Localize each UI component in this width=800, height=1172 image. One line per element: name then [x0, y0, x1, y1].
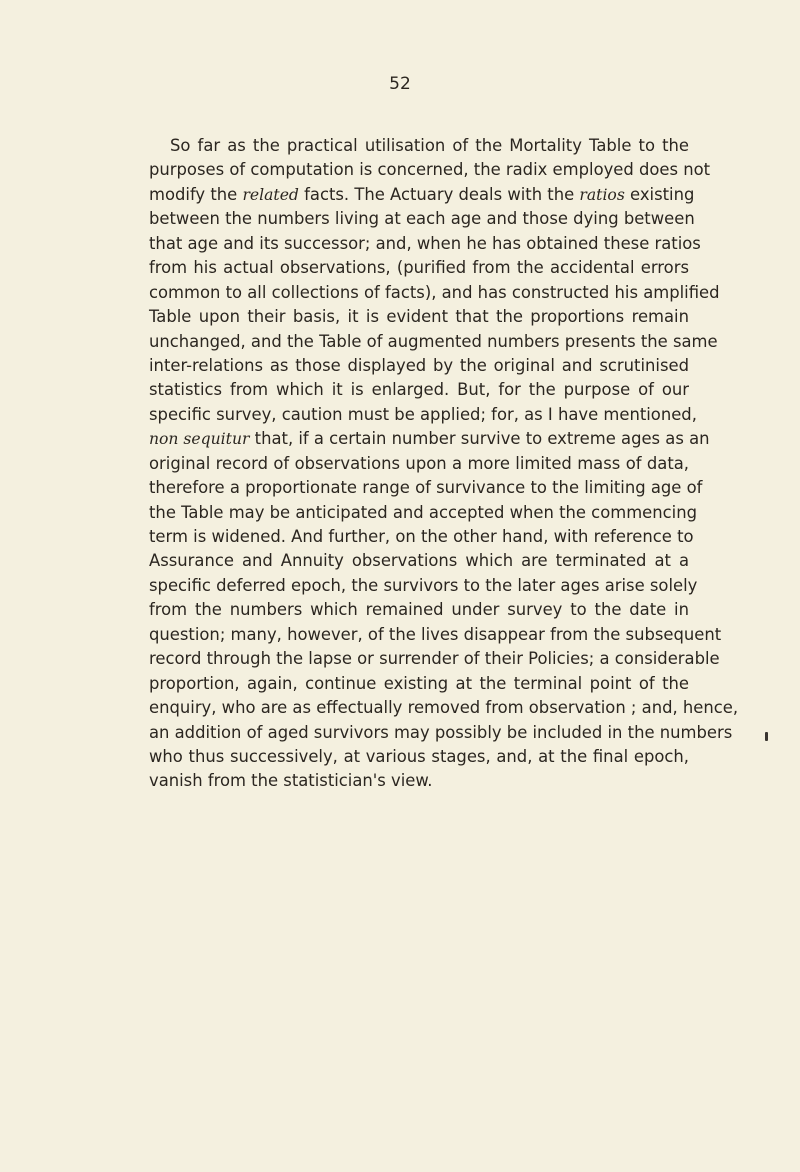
italic-term: non sequitur [149, 430, 250, 449]
text-run: record through the lapse or surrender of their Policies; a considerable [149, 649, 720, 669]
text-line [149, 207, 695, 231]
text-run: term is widened. And further, on the other hand, with reference to [149, 527, 694, 546]
text-run: question; many, however, of the lives disappear from the subsequent [149, 624, 722, 644]
text-line [149, 721, 733, 745]
text-run: unchanged, and the Table of augmented numbers presents the same [149, 331, 718, 351]
text-run: modify the [149, 184, 243, 204]
text-run: an addition of aged survivors may possibly be included in the numbers [149, 722, 733, 742]
text-run: enquiry, who are as effectually removed from observation ; and, hence, [149, 698, 739, 718]
text-line [149, 134, 689, 158]
text-run: Assurance and Annuity observations which are terminated at a [149, 551, 689, 571]
text-line [149, 330, 718, 354]
text-line [149, 183, 695, 207]
text-run: that age and its successor; and, when he has obtained these ratios [149, 233, 701, 253]
text-line [149, 354, 689, 378]
text-line [149, 305, 689, 329]
text-line [149, 281, 720, 305]
text-line [149, 452, 689, 476]
text-run: proportion, again, continue existing at the terminal point of the [149, 673, 689, 693]
text-line [149, 672, 689, 696]
text-run: from the numbers which remained under survey to the date in [149, 600, 689, 620]
text-line [149, 549, 689, 573]
text-line [149, 623, 722, 647]
text-line [149, 427, 710, 451]
text-run: facts. The Actuary deals with the [298, 184, 580, 204]
italic-term: related [242, 185, 299, 204]
text-run: between the numbers living at each age and those dying between [149, 209, 695, 229]
text-run: therefore a proportionate range of survivance to the limiting age of [149, 478, 703, 498]
text-run: common to all collections of facts), and has constructed his amplified [149, 282, 720, 302]
page-number: 52 [389, 74, 411, 94]
text-line [149, 769, 689, 793]
text-run: So far as the practical utilisation of the Mortality Table to the [170, 136, 689, 155]
text-line [149, 158, 711, 182]
text-run: purposes of computation is concerned, the radix employed does not [149, 160, 711, 180]
text-line [149, 745, 689, 769]
text-run: specific survey, caution must be applied; for, as I have mentioned, [149, 404, 697, 424]
margin-mark [765, 732, 768, 741]
text-line [149, 598, 689, 622]
text-run: Table upon their basis, it is evident that the proportions remain [149, 307, 689, 327]
text-line [149, 378, 689, 402]
text-run: statistics from which it is enlarged. But, for the purpose of our [149, 380, 689, 400]
text-line [149, 525, 694, 549]
text-run: that, if a certain number survive to extreme ages as an [249, 429, 710, 449]
text-run: who thus successively, at various stages, and, at the final epoch, [149, 746, 689, 766]
text-line [149, 403, 697, 427]
text-line [149, 574, 698, 598]
text-run: existing [624, 184, 695, 204]
text-line [149, 696, 739, 720]
text-run: the Table may be anticipated and accepted when the commencing [149, 502, 697, 522]
text-run: specific deferred epoch, the survivors to the later ages arise solely [149, 575, 698, 595]
body-paragraph [149, 134, 739, 794]
text-run: inter-relations as those displayed by the original and scrutinised [149, 355, 689, 375]
text-line [149, 232, 701, 256]
text-run: from his actual observations, (purified from the accidental errors [149, 258, 689, 278]
text-line [149, 476, 703, 500]
text-line [149, 256, 689, 280]
text-run: vanish from the statistician's view. [149, 771, 433, 791]
italic-term: ratios [579, 185, 625, 204]
text-line [149, 647, 720, 671]
text-line [149, 501, 697, 525]
text-run: original record of observations upon a more limited mass of data, [149, 453, 689, 473]
